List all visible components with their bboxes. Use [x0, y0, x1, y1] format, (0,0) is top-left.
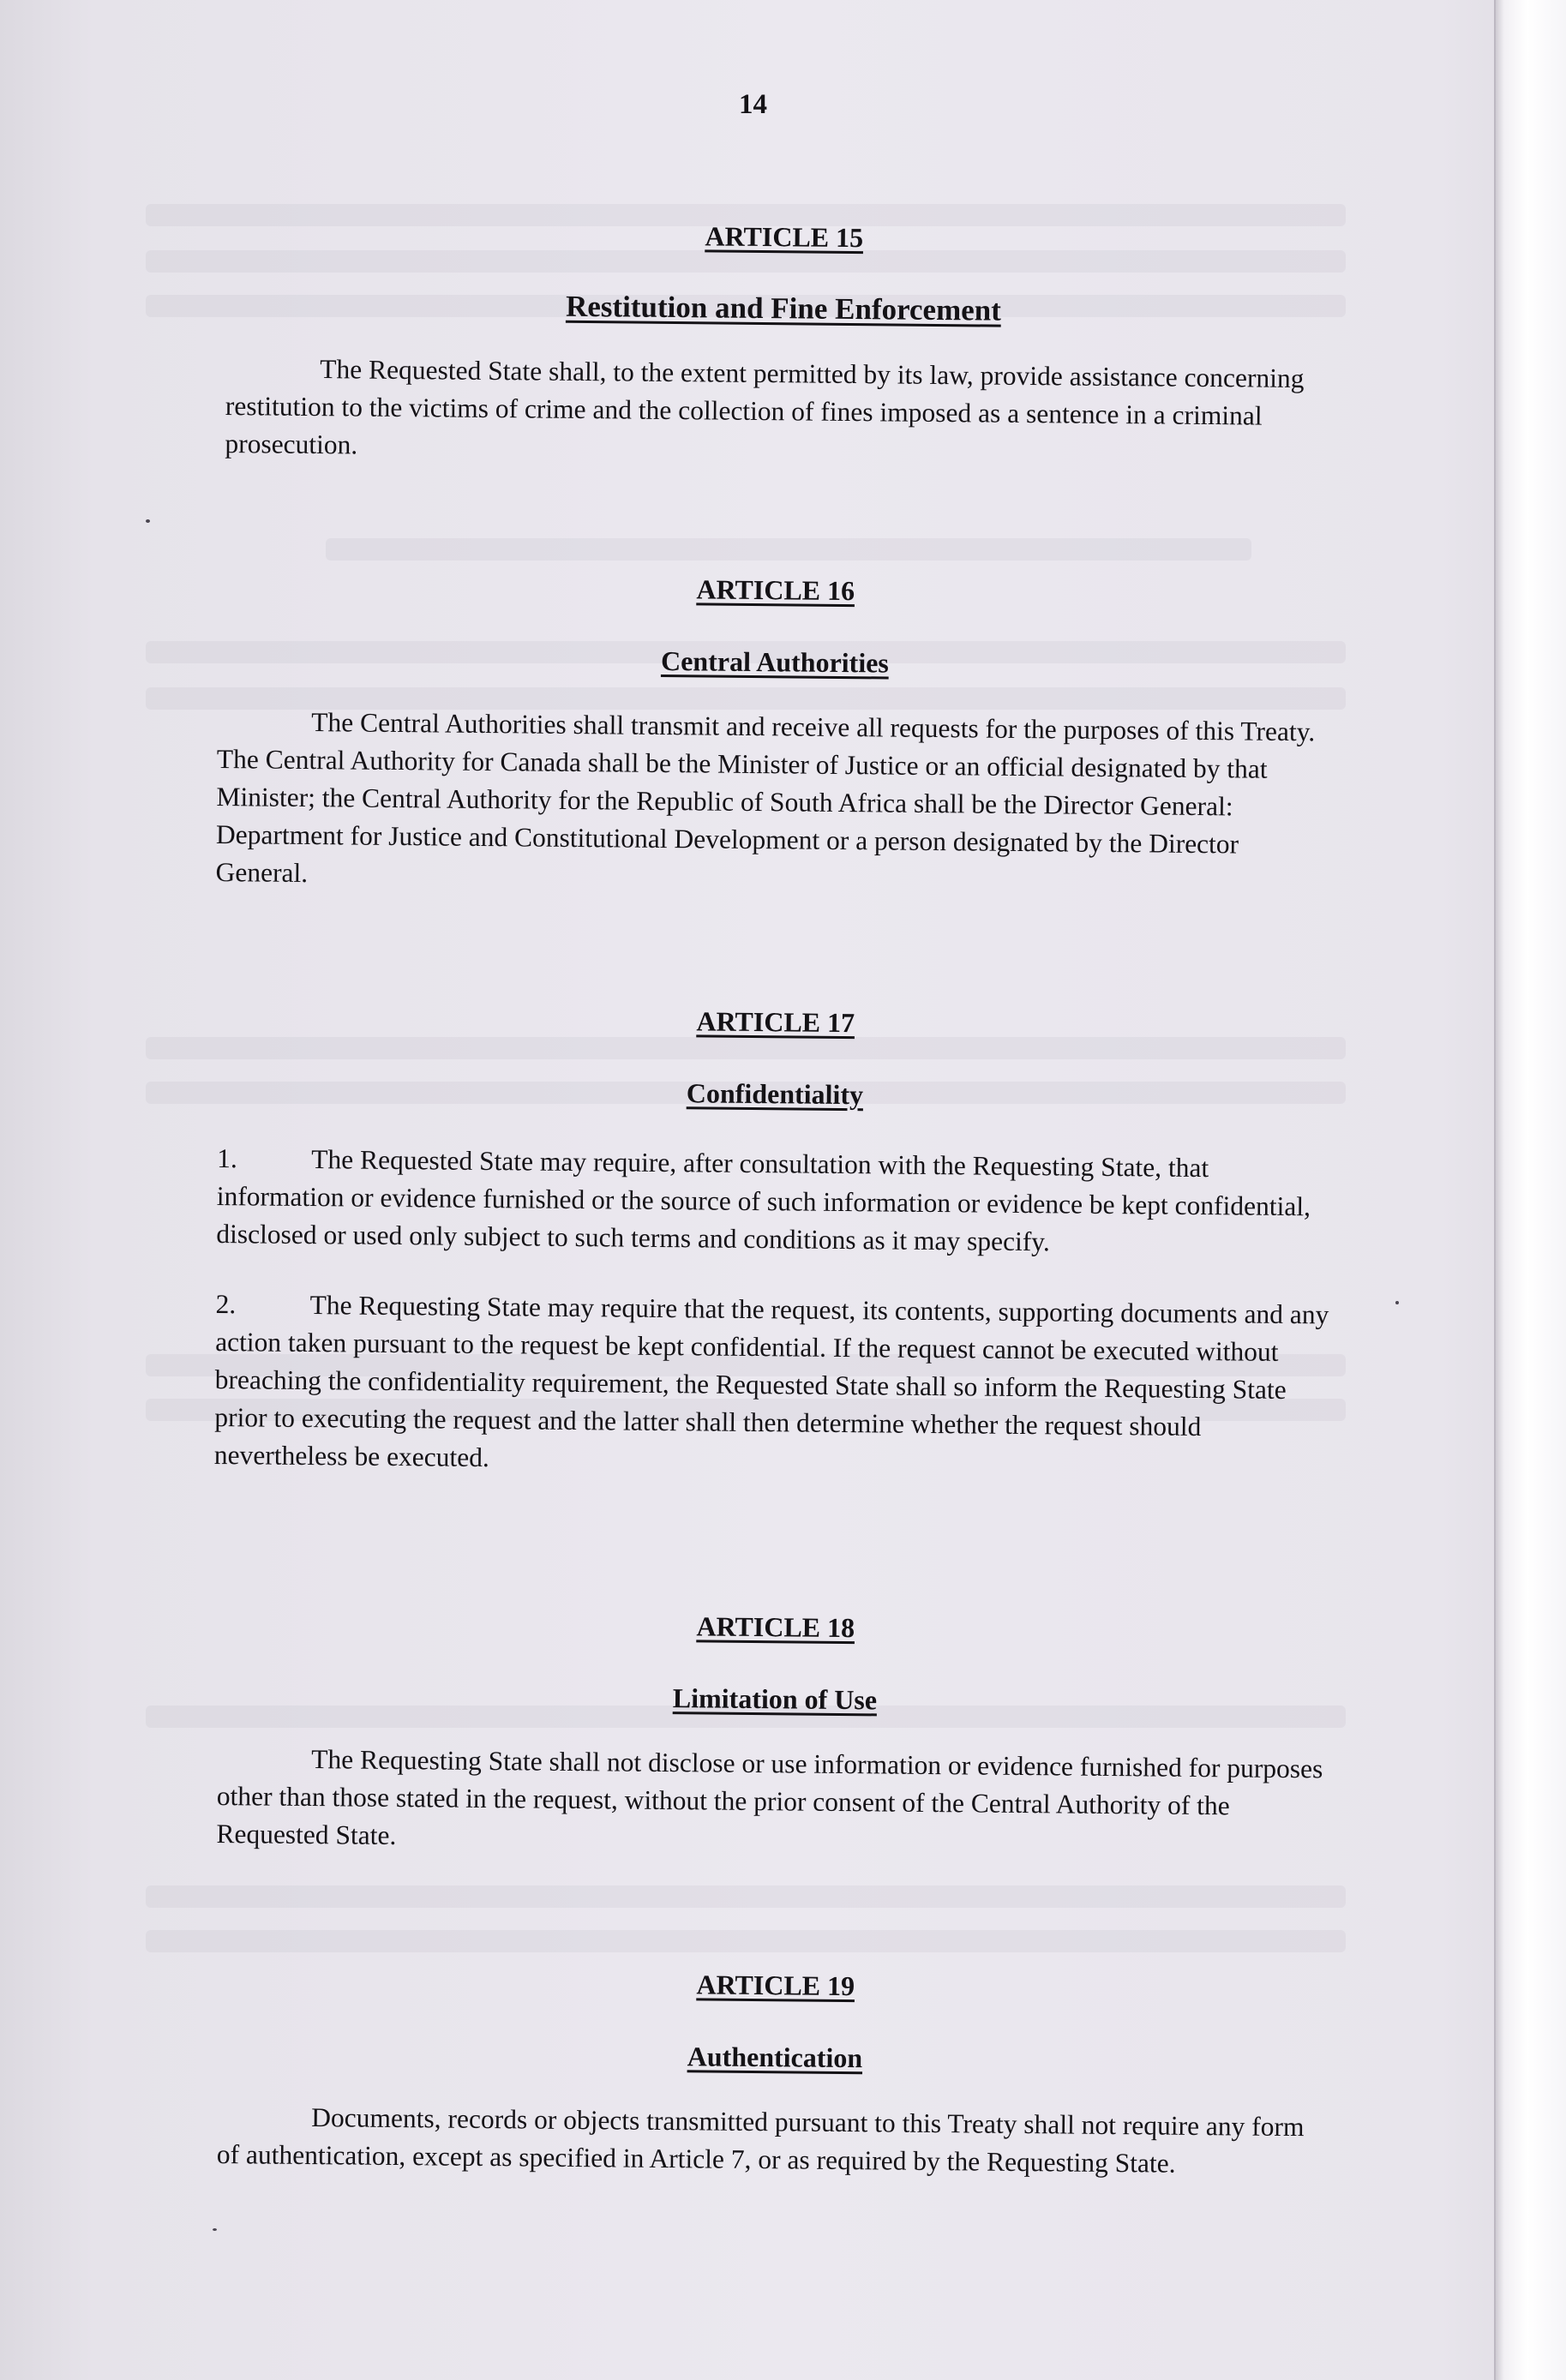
article-17	[214, 999, 1333, 1484]
paragraph-number: 1.	[217, 1142, 238, 1174]
paragraph-number: 2.	[215, 1288, 237, 1320]
article-heading: ARTICLE 19	[696, 1969, 855, 2002]
article-numbered-paragraph	[214, 1286, 1330, 1484]
article-heading: ARTICLE 17	[696, 1005, 855, 1039]
article-title: Limitation of Use	[672, 1682, 878, 1716]
article-heading: ARTICLE 18	[696, 1610, 855, 1644]
article-title: Authentication	[687, 2041, 863, 2074]
article-title: Central Authorities	[660, 644, 890, 679]
article-15	[225, 214, 1341, 473]
book-spine-edge	[1494, 0, 1566, 2380]
page-number: 14	[739, 89, 767, 120]
article-heading: ARTICLE 15	[705, 220, 864, 254]
article-18	[216, 1604, 1333, 1863]
article-paragraph: The Central Authorities shall transmit and receive all requests for the purposes of this Treaty. The Central Authority for Canada shall be the Minister of Justice or an official designated by that Minister; the Central Authority for the Republic of South Africa shall be the Director General: Department for Justice and Constitutional Development or a person designated by the Director General.	[215, 707, 1316, 889]
article-title: Confidentiality	[686, 1077, 864, 1111]
article-heading: ARTICLE 16	[696, 573, 855, 607]
article-title: Restitution and Fine Enforcement	[565, 289, 1002, 327]
article-paragraph: The Requesting State shall not disclose or use information or evidence furnished for purposes other than those stated in the request, without the prior consent of the Central Authority of the Requested State.	[216, 1744, 1323, 1851]
article-16	[215, 567, 1333, 902]
article-numbered-paragraph	[216, 1140, 1331, 1263]
paragraph-text: The Requested State may require, after consultation with the Requesting State, that information or evidence furnished or the source of such information or evidence be kept confidential, disclosed or used only subject to such terms and conditions as it may specify.	[216, 1144, 1311, 1257]
article-19	[217, 1963, 1333, 2184]
article-paragraph: Documents, records or objects transmitted pursuant to this Treaty shall not require any form of authentication, except as specified in Article 7, or as required by the Requesting State.	[216, 2102, 1305, 2179]
article-paragraph: The Requested State shall, to the extent permitted by its law, provide assistance concerning restitution to the victims of crime and the collection of fines imposed as a sentence in a criminal prosecution.	[225, 354, 1305, 460]
paragraph-text: The Requesting State may require that the request, its contents, supporting documents and any action taken pursuant to the request be kept confidential. If the request cannot be executed without breaching the confidentiality requirement, the Requested State shall so inform the Requesting State prior to executing the request and the latter shall then determine whether the request should nevertheless be executed.	[213, 1290, 1329, 1473]
